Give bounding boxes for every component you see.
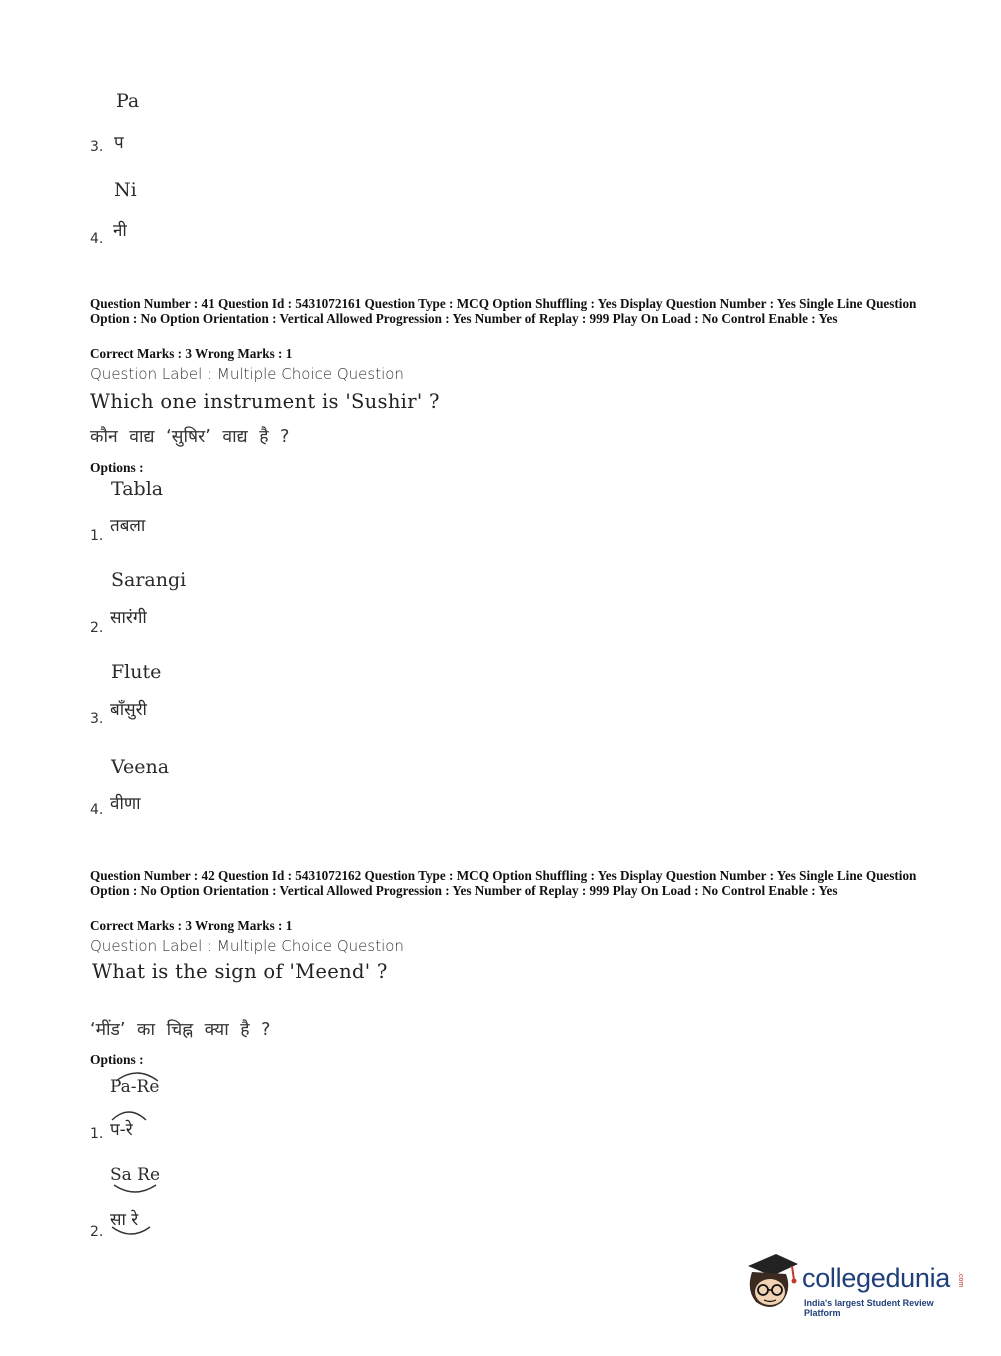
q42-option-2-number: 2.: [90, 1224, 104, 1240]
q41-option-3-hindi: बाँसुरी: [110, 700, 147, 720]
top-option-4-hindi: नी: [113, 221, 127, 241]
top-option-3-english: Pa: [116, 90, 140, 112]
q41-question-hindi: कौन वाद्य ‘सुषिर’ वाद्य है ?: [90, 427, 290, 447]
collegedunia-logo: [742, 1250, 972, 1320]
q41-option-1-number: 1.: [90, 528, 104, 544]
mascot-icon: [742, 1250, 800, 1312]
meend-arc-below-hindi-icon: [110, 1225, 152, 1237]
meend-arc-hindi-icon: [110, 1108, 148, 1122]
q42-marks: Correct Marks : 3 Wrong Marks : 1: [90, 918, 293, 933]
top-option-3-number: 3.: [90, 139, 104, 155]
q42-option-2-hindi: [110, 1207, 138, 1230]
q42-option-1-hindi-text: प-रे: [110, 1120, 133, 1140]
q42-option-1-english-text: Pa-Re: [110, 1077, 160, 1097]
q41-option-4-english: Veena: [111, 756, 170, 778]
q41-option-3-number: 3.: [90, 711, 104, 727]
q41-options-label: Options :: [90, 460, 144, 475]
q42-question-hindi: ‘मींड’ का चिह्न क्या है ?: [90, 1020, 271, 1040]
logo-name: collegedunia: [802, 1263, 951, 1293]
q42-label: Question Label : Multiple Choice Question: [90, 937, 404, 955]
q41-marks: Correct Marks : 3 Wrong Marks : 1: [90, 346, 293, 361]
q41-option-4-number: 4.: [90, 802, 104, 818]
q41-option-3-english: Flute: [111, 661, 162, 683]
q41-meta: Question Number : 41 Question Id : 5431072161 Question Type : MCQ Option Shuffling : Yes Display Question Number : Yes Single Line Question Option : No Option Orientation : Vertical Allowed Progression : Yes Number of Replay : 999 Play On Load : No Control Enable : Yes: [90, 296, 917, 326]
q42-option-2-english: [110, 1165, 160, 1185]
top-option-3-hindi: प: [114, 133, 124, 153]
meend-arc-below-icon: [112, 1183, 158, 1195]
q41-label: Question Label : Multiple Choice Question: [90, 365, 404, 383]
q41-option-1-hindi: तबला: [110, 516, 146, 536]
q42-meta: Question Number : 42 Question Id : 5431072162 Question Type : MCQ Option Shuffling : Yes Display Question Number : Yes Single Line Question Option : No Option Orientation : Vertical Allowed Progression : Yes Number of Replay : 999 Play On Load : No Control Enable : Yes: [90, 868, 917, 898]
q41-option-2-english: Sarangi: [111, 569, 187, 591]
q42-option-2-english-text: Sa Re: [110, 1165, 161, 1185]
q42-option-1-number: 1.: [90, 1126, 104, 1142]
q42-option-1-hindi: [110, 1117, 133, 1140]
q41-option-4-hindi: वीणा: [110, 794, 141, 814]
q41-option-2-hindi: सारंगी: [110, 608, 147, 628]
q42-option-1-english: [110, 1077, 159, 1097]
top-option-4-number: 4.: [90, 231, 104, 247]
q41-option-2-number: 2.: [90, 620, 104, 636]
top-option-4-english: Ni: [114, 179, 137, 201]
meend-arc-icon: [114, 1069, 160, 1083]
q42-option-2-hindi-text: सा रे: [110, 1210, 139, 1230]
q42-question-english: What is the sign of 'Meend' ?: [92, 960, 388, 983]
logo-tagline: India's largest Student Review Platform: [804, 1298, 934, 1318]
q42-options-label: Options :: [90, 1052, 144, 1067]
logo-suffix: .com: [957, 1272, 964, 1288]
q41-option-1-english: Tabla: [111, 478, 164, 500]
q41-question-english: Which one instrument is 'Sushir' ?: [90, 390, 440, 413]
